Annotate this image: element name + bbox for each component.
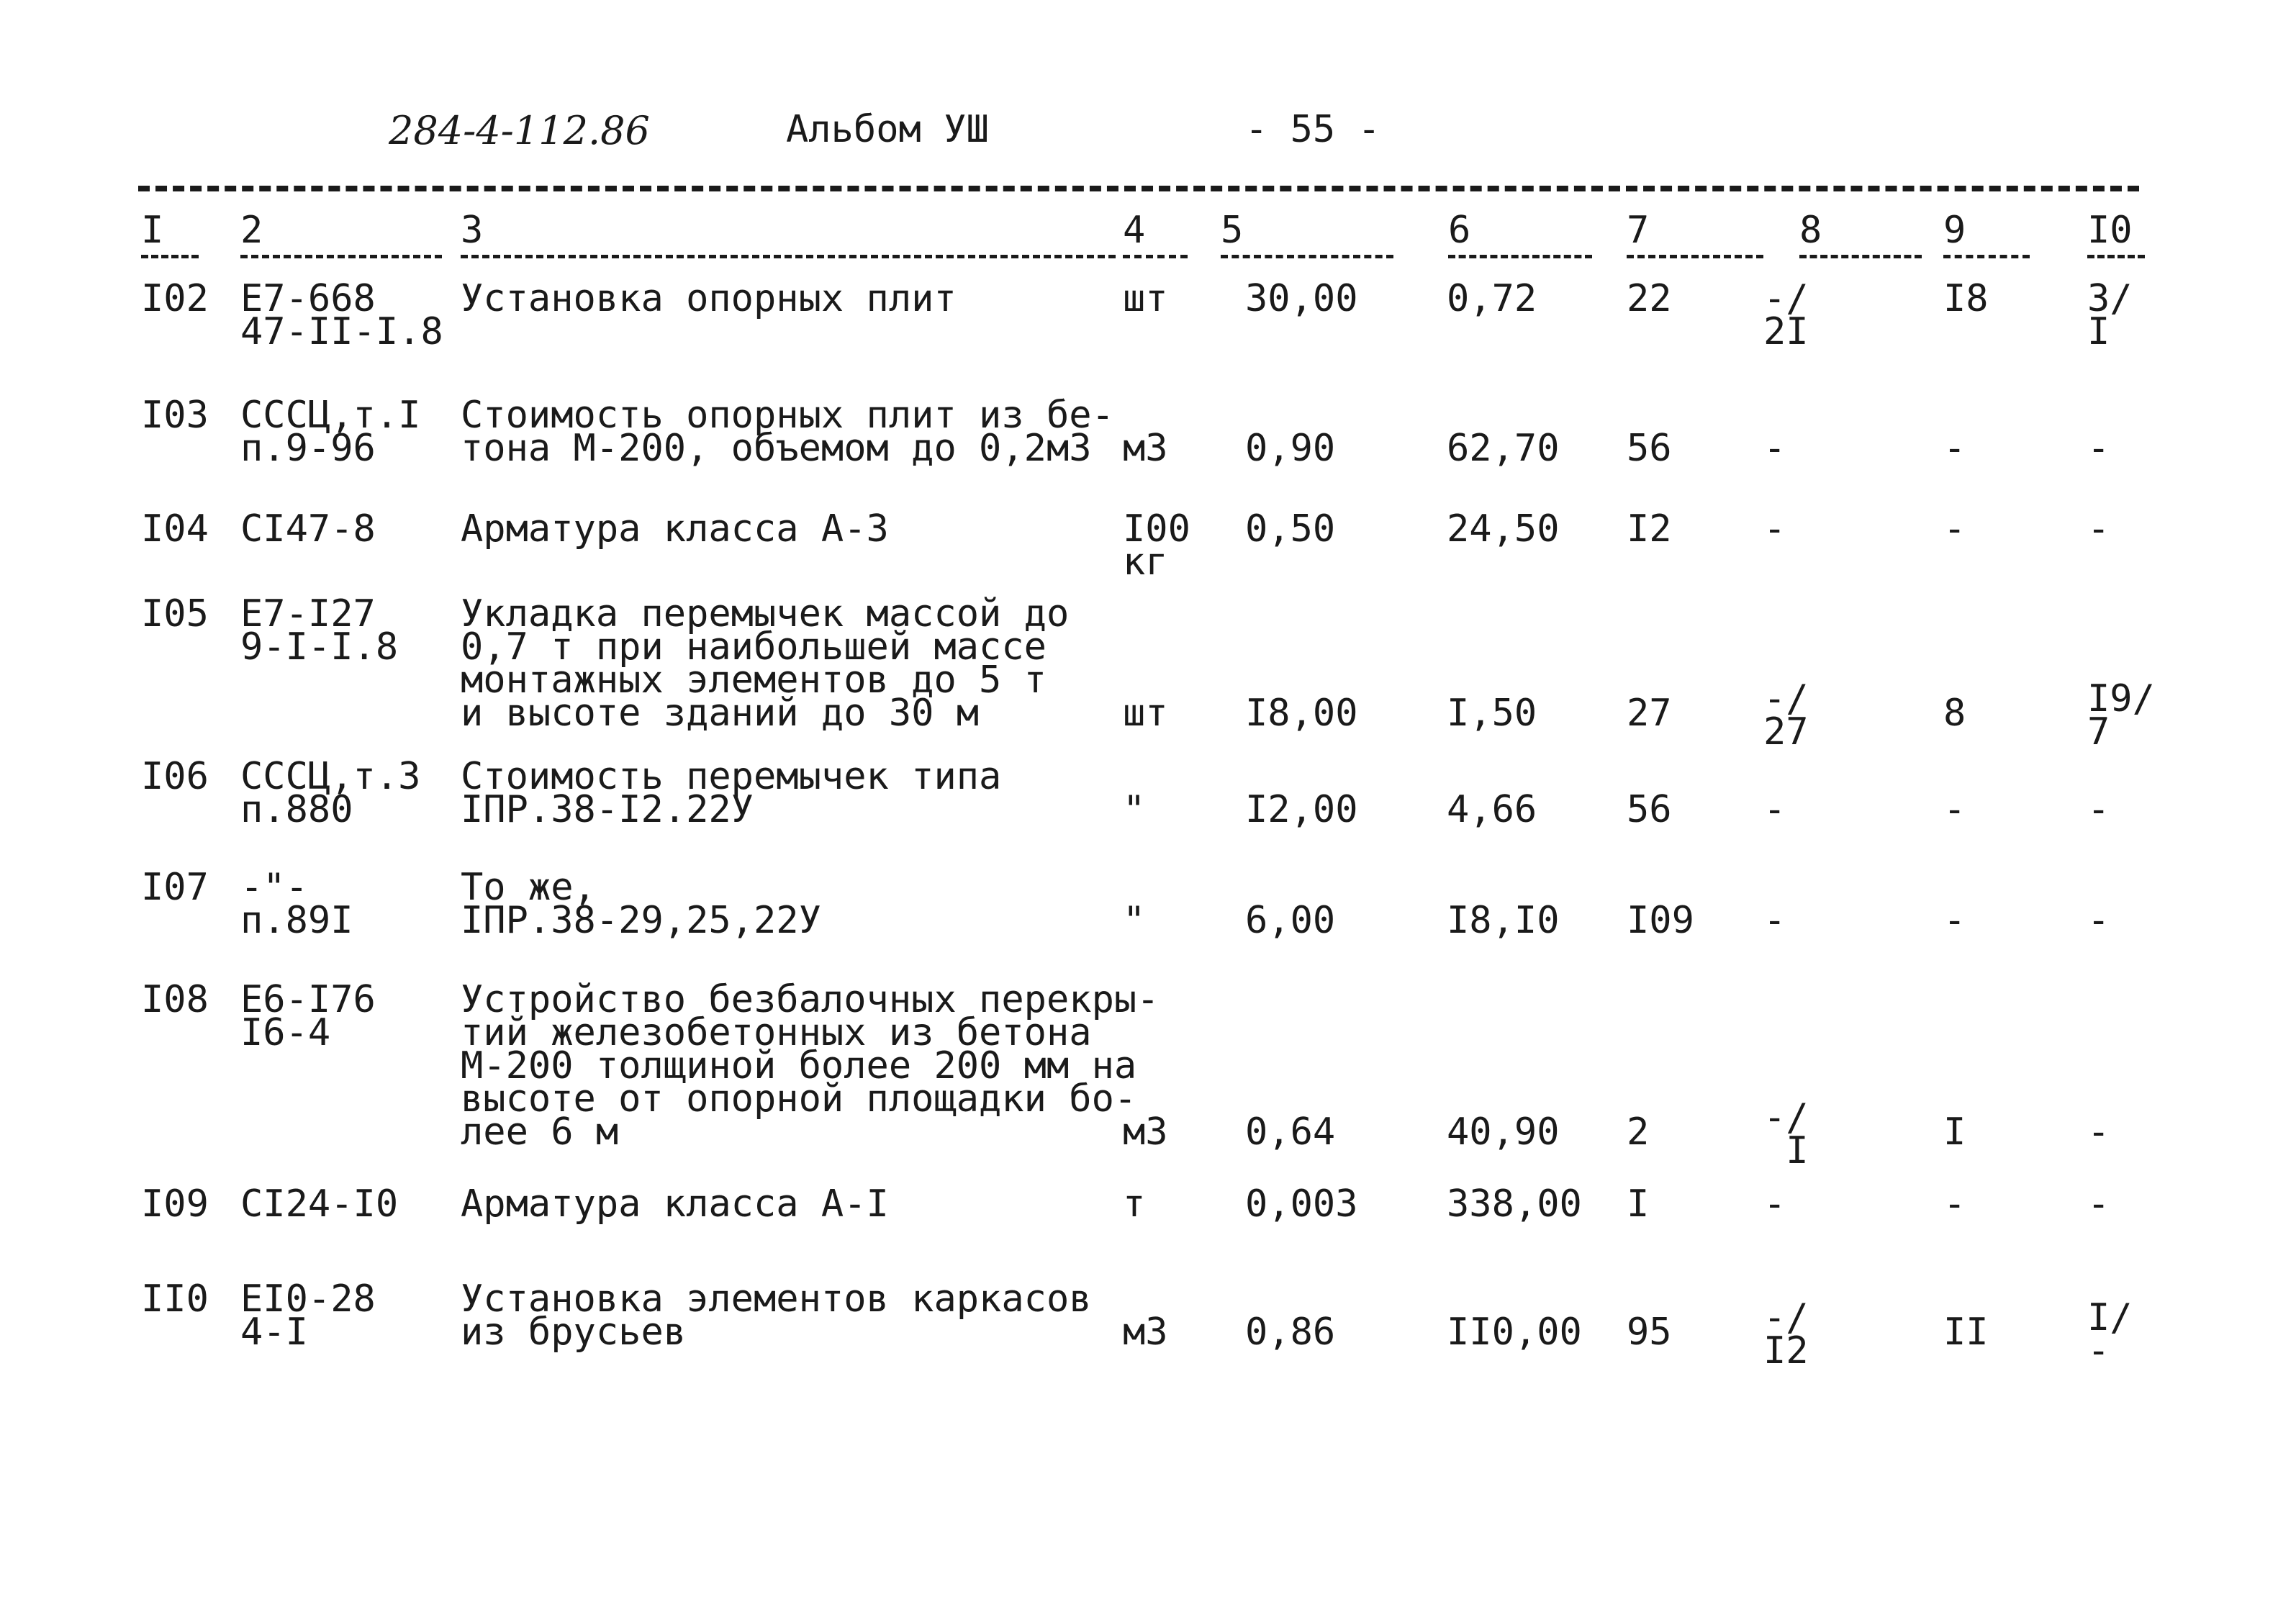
work-description: Устройство безбалочных перекры- тий железобетонных из бетона М-200 толщиной более 200 мм на высоте от опорной площадки бо- лее 6 м (461, 978, 1160, 1154)
unit-price: 4,66 (1447, 788, 1537, 831)
norm-code: Е7-668 47-II-I.8 (240, 277, 443, 353)
column-10-value: - (2087, 899, 2110, 942)
unit-price: 338,00 (1447, 1182, 1582, 1226)
total-cost: I09 (1627, 899, 1694, 942)
column-9-value: - (1943, 427, 1966, 470)
column-number-8: 8 (1799, 209, 1922, 258)
column-10-value: - (2087, 788, 2110, 831)
column-number-9: 9 (1943, 209, 2030, 258)
norm-code: -"- п.89I (240, 866, 353, 942)
unit: м3 (1123, 427, 1168, 470)
row-number: I09 (141, 1182, 209, 1226)
unit: шт (1123, 692, 1168, 735)
norm-code: СI47-8 (240, 507, 376, 551)
norm-code: ЕI0-28 4-I (240, 1277, 376, 1354)
row-number: I08 (141, 978, 209, 1021)
quantity: 0,64 (1245, 1110, 1336, 1154)
column-10-value: I9/ 7 (2087, 677, 2155, 754)
norm-code: Е6-I76 I6-4 (240, 978, 376, 1054)
column-number-3: 3 (461, 209, 1116, 258)
column-number-2: 2 (240, 209, 442, 258)
column-8-value: - (1763, 1182, 1786, 1226)
norm-code: Е7-I27 9-I-I.8 (240, 592, 399, 669)
column-10-value: - (2087, 507, 2110, 551)
column-10-value: - (2087, 1110, 2110, 1154)
quantity: 0,90 (1245, 427, 1336, 470)
column-10-value: 3/ I (2087, 277, 2133, 353)
row-number: I02 (141, 277, 209, 320)
quantity: 0,003 (1245, 1182, 1358, 1226)
row-number: I03 (141, 394, 209, 437)
unit: " (1123, 788, 1146, 831)
work-description: Арматура класса А-3 (461, 507, 889, 551)
row-number: II0 (141, 1277, 209, 1321)
column-9-value: - (1943, 788, 1966, 831)
unit: I00 кг (1123, 507, 1190, 584)
column-8-value: - (1763, 427, 1786, 470)
column-number-7: 7 (1627, 209, 1763, 258)
unit-price: 40,90 (1447, 1110, 1560, 1154)
total-cost: 95 (1627, 1311, 1672, 1354)
column-8-value: -/ 27 (1763, 677, 1809, 754)
work-description: Установка опорных плит (461, 277, 957, 320)
total-cost: 2 (1627, 1110, 1650, 1154)
column-8-value: -/ I (1763, 1096, 1809, 1172)
total-cost: 56 (1627, 788, 1672, 831)
norm-code: СССЦ,т.I п.9-96 (240, 394, 421, 470)
unit: т (1123, 1182, 1146, 1226)
work-description: То же, IПР.38-29,25,22У (461, 866, 821, 942)
column-9-value: - (1943, 1182, 1966, 1226)
total-cost: 27 (1627, 692, 1672, 735)
unit-price: 0,72 (1447, 277, 1537, 320)
album-label: Альбом УШ (786, 108, 989, 151)
work-description: Укладка перемычек массой до 0,7 т при наибольшей массе монтажных элементов до 5 т и высоте зданий до 30 м (461, 592, 1070, 735)
quantity: I8,00 (1245, 692, 1358, 735)
row-number: I05 (141, 592, 209, 635)
column-9-value: I (1943, 1110, 1966, 1154)
unit: м3 (1123, 1311, 1168, 1354)
norm-code: СI24-I0 (240, 1182, 399, 1226)
unit: " (1123, 899, 1146, 942)
column-number-1: I (141, 209, 199, 258)
work-description: Стоимость опорных плит из бе- тона М-200, объемом до 0,2м3 (461, 394, 1114, 470)
work-description: Арматура класса А-I (461, 1182, 889, 1226)
unit-price: II0,00 (1447, 1311, 1582, 1354)
unit-price: I8,I0 (1447, 899, 1560, 942)
column-10-value: - (2087, 1182, 2110, 1226)
column-8-value: - (1763, 507, 1786, 551)
work-description: Установка элементов каркасов из брусьев (461, 1277, 1092, 1354)
row-number: I04 (141, 507, 209, 551)
quantity: I2,00 (1245, 788, 1358, 831)
column-8-value: - (1763, 899, 1786, 942)
column-8-value: -/ I2 (1763, 1296, 1809, 1372)
column-10-value: I/ - (2087, 1296, 2133, 1372)
unit-price: 24,50 (1447, 507, 1560, 551)
total-cost: I2 (1627, 507, 1672, 551)
column-number-5: 5 (1221, 209, 1393, 258)
column-9-value: - (1943, 899, 1966, 942)
column-8-value: -/ 2I (1763, 277, 1809, 353)
row-number: I06 (141, 755, 209, 798)
column-9-value: 8 (1943, 692, 1966, 735)
quantity: 30,00 (1245, 277, 1358, 320)
unit: м3 (1123, 1110, 1168, 1154)
quantity: 6,00 (1245, 899, 1336, 942)
quantity: 0,50 (1245, 507, 1336, 551)
total-cost: I (1627, 1182, 1650, 1226)
total-cost: 56 (1627, 427, 1672, 470)
unit: шт (1123, 277, 1168, 320)
column-number-6: 6 (1448, 209, 1592, 258)
column-9-value: - (1943, 507, 1966, 551)
unit-price: 62,70 (1447, 427, 1560, 470)
total-cost: 22 (1627, 277, 1672, 320)
quantity: 0,86 (1245, 1311, 1336, 1354)
row-number: I07 (141, 866, 209, 909)
column-10-value: - (2087, 427, 2110, 470)
column-9-value: I8 (1943, 277, 1989, 320)
column-8-value: - (1763, 788, 1786, 831)
column-number-10: I0 (2087, 209, 2145, 258)
page-number: - 55 - (1245, 108, 1380, 151)
norm-code: СССЦ,т.3 п.880 (240, 755, 421, 831)
column-9-value: II (1943, 1311, 1989, 1354)
document-code: 284-4-112.86 (389, 108, 650, 153)
unit-price: I,50 (1447, 692, 1537, 735)
column-number-4: 4 (1123, 209, 1188, 258)
work-description: Стоимость перемычек типа IПР.38-I2.22У (461, 755, 1002, 831)
